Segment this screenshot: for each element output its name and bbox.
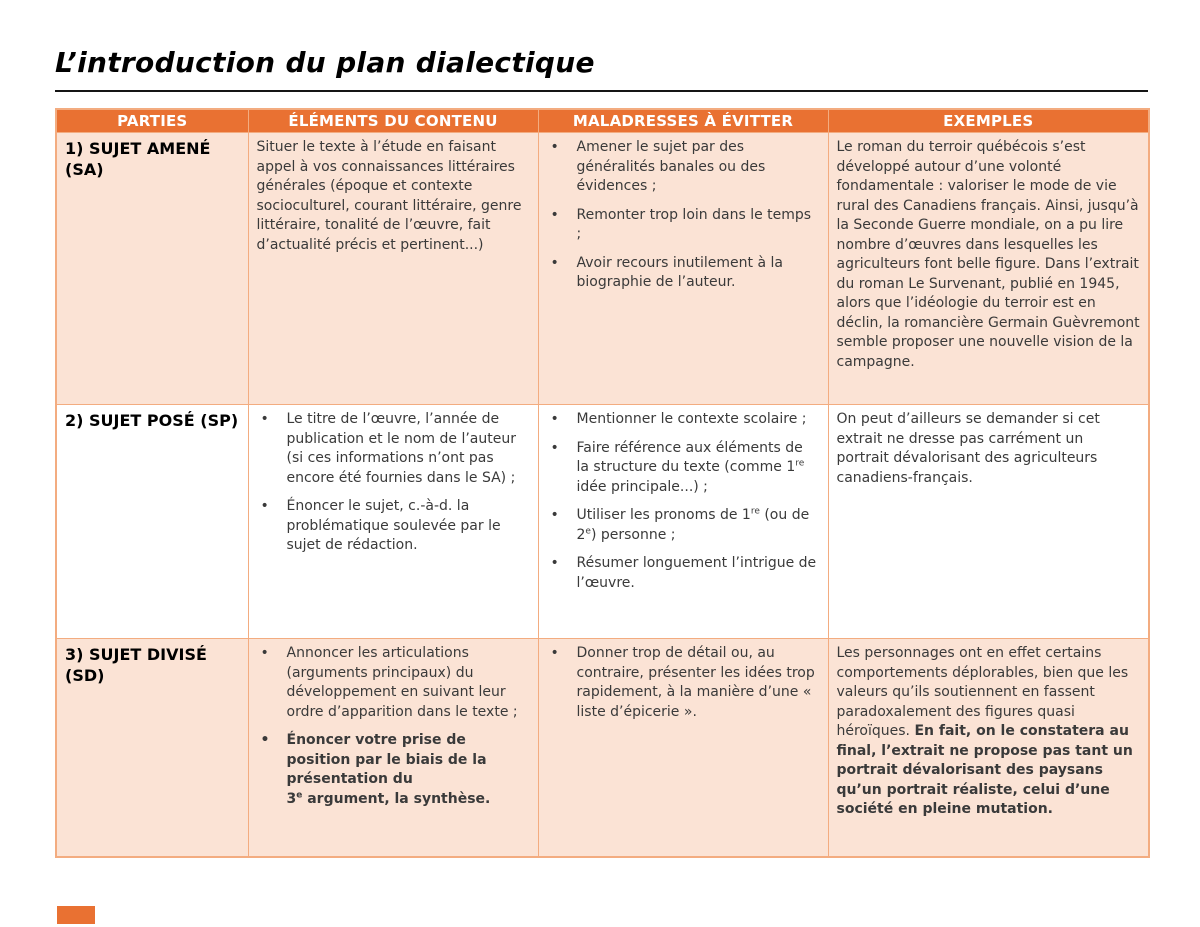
bullet-text: Énoncer le sujet, c.-à-d. la problématique soulevée par le sujet de rédaction. <box>286 498 501 553</box>
bullet-item <box>547 554 820 593</box>
bullet-text: Énoncer votre prise de position par le biais de la présentation du 3e argument, la synthèse. <box>286 732 491 807</box>
column-header-elements: ÉLÉMENTS DU CONTENU <box>248 109 538 133</box>
row-label-cell: 3) SUJET DIVISÉ (SD) <box>56 639 248 857</box>
bullet-item <box>547 439 820 498</box>
table-row-sujet-divise <box>56 639 1149 857</box>
bullet-icon: • <box>260 645 269 661</box>
bullet-icon: • <box>260 411 269 427</box>
bullet-icon: • <box>550 411 559 427</box>
bullet-item <box>257 497 530 556</box>
bullet-item <box>547 506 820 545</box>
bullet-icon: • <box>550 507 559 523</box>
bullet-item <box>257 731 530 809</box>
bullet-icon: • <box>550 439 559 456</box>
bullet-text: Mentionner le contexte scolaire ; <box>576 411 807 427</box>
bullet-text: Donner trop de détail ou, au contraire, présenter les idées trop rapidement, à la manière d’une « liste d’épicerie ». <box>576 645 815 720</box>
bullet-item <box>547 254 820 293</box>
orange-accent-box <box>57 906 95 924</box>
bullet-text: Amener le sujet par des généralités banales ou des évidences ; <box>576 139 766 194</box>
bullet-text: Le titre de l’œuvre, l’année de publication et le nom de l’auteur (si ces informations n’ont pas encore été fournies dans le SA) ; <box>286 411 516 486</box>
bullet-icon: • <box>550 645 559 661</box>
bullet-icon: • <box>260 498 269 514</box>
bullet-item <box>547 410 820 430</box>
table-row-sujet-pose <box>56 405 1149 639</box>
elements-cell <box>248 405 538 639</box>
maladresses-cell <box>538 405 828 639</box>
bullet-text: Utiliser les pronoms de 1re (ou de 2e) personne ; <box>576 506 810 543</box>
paragraph: On peut d’ailleurs se demander si cet extrait ne dresse pas carrément un portrait dévalorisant des agriculteurs canadiens-français. <box>836 411 1100 486</box>
table-header-row <box>56 109 1149 133</box>
bullet-text: Avoir recours inutilement à la biographie de l’auteur. <box>576 254 783 290</box>
paragraph: Les personnages ont en effet certains comportements déplorables, bien que les valeurs qu’ils soutiennent en fassent paradoxalement des figures quasi héroïques. En fait, on le constatera au final, l’extrait ne propose pas tant un portrait dévalorisant des paysans qu’un portrait réaliste, celui d’une société en pleine mutation. <box>836 645 1133 817</box>
bullet-item <box>257 644 530 722</box>
row-label-cell: 2) SUJET POSÉ (SP) <box>56 405 248 639</box>
row-label-cell: 1) SUJET AMENÉ (SA) <box>56 133 248 405</box>
bullet-icon: • <box>550 254 559 271</box>
bullet-text: Remonter trop loin dans le temps ; <box>576 206 812 242</box>
bullet-item <box>547 206 820 245</box>
paragraph: Situer le texte à l’étude en faisant appel à vos connaissances littéraires générales (époque et contexte socioculturel, courant littéraire, genre littéraire, tonalité de l’œuvre, fait d’actualité précis et pertinent...) <box>256 139 522 253</box>
maladresses-cell <box>538 639 828 857</box>
exemples-cell <box>828 639 1149 857</box>
elements-cell <box>248 639 538 857</box>
dialectic-plan-table <box>55 108 1150 858</box>
page-title: L’introduction du plan dialectique <box>55 46 595 79</box>
bullet-icon: • <box>550 139 559 155</box>
elements-cell <box>248 133 538 405</box>
column-header-parties: PARTIES <box>56 109 248 133</box>
paragraph: Le roman du terroir québécois s’est développé autour d’une volonté fondamentale : valoriser le mode de vie rural des Canadiens français. Ainsi, jusqu’à la Seconde Guerre mondiale, on a pu lire nombre d’œuvres dans lesquelles les agriculteurs font belle figure. Dans l’extrait du roman Le Survenant, publié en 1945, alors que l’idéologie du terroir est en déclin, la romancière Germain Guèvremont semble proposer une nouvelle vision de la campagne. <box>836 139 1140 370</box>
bullet-icon: • <box>260 732 270 748</box>
maladresses-cell <box>538 133 828 405</box>
bullet-text: Annoncer les articulations (arguments principaux) du développement en suivant leur ordre d’apparition dans le texte ; <box>286 645 518 720</box>
bullet-text: Faire référence aux éléments de la structure du texte (comme 1re idée principale...) ; <box>576 439 805 495</box>
bullet-item <box>547 644 820 722</box>
bullet-icon: • <box>550 206 559 223</box>
exemples-cell <box>828 405 1149 639</box>
bullet-item <box>257 410 530 488</box>
table-row-sujet-amene <box>56 133 1149 405</box>
bullet-icon: • <box>550 555 559 571</box>
bullet-item <box>547 138 820 197</box>
bullet-text: Résumer longuement l’intrigue de l’œuvre. <box>576 555 817 591</box>
exemples-cell <box>828 133 1149 405</box>
title-underline <box>55 90 1148 92</box>
column-header-exemples: EXEMPLES <box>828 109 1149 133</box>
column-header-maladresses: MALADRESSES À ÉVITTER <box>538 109 828 133</box>
